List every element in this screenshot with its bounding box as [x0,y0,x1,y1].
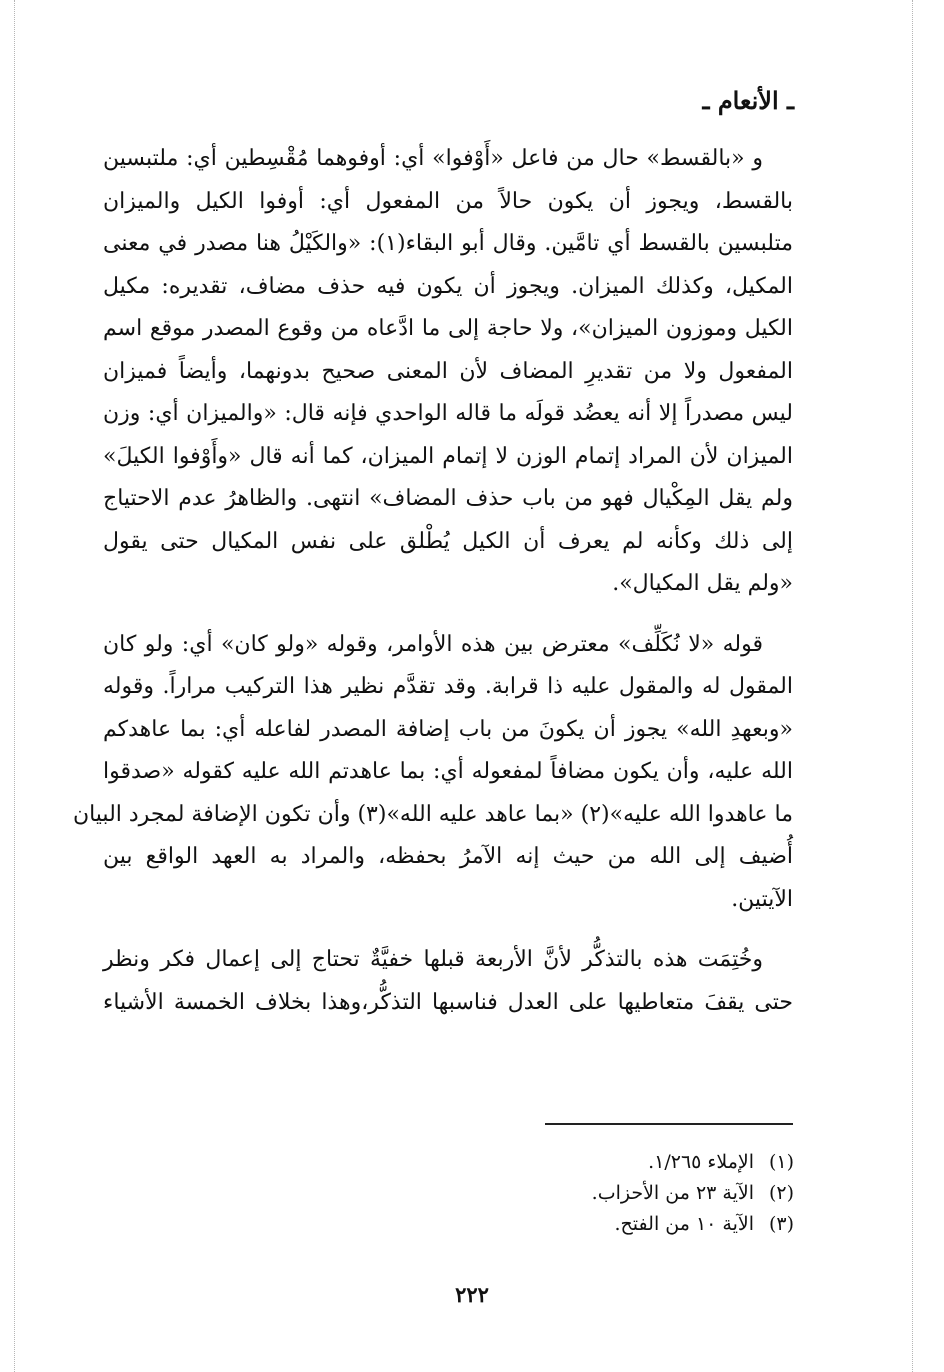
footnote-number: (١) [768,1151,794,1173]
text-line: متلبسين بالقسط أي تامَّين. وقال أبو البقاء(١): «والكَيْلُ هنا مصدر في معنى [103,231,793,256]
text-line: بالقسط، ويجوز أن يكون حالاً من المفعول أي: أوفوا الكيل والميزان [103,188,793,214]
text-line: حتى يقفَ متعاطيها على العدل فناسبها التذكُّر،وهذا بخلاف الخمسة الأشياء [103,989,793,1015]
footnote-number: (٢) [768,1182,794,1204]
page-number: ٢٢٢ [455,1282,489,1307]
text-line: الكيل وموزون الميزان»، ولا حاجة إلى ما ادَّعاه من وقوع المصدر موقع اسم [103,316,793,341]
text-line: ما عاهدوا الله عليه»(٢) «بما عاهد عليه الله»(٣) وأن تكون الإضافة لمجرد البيان [72,801,793,827]
footnotes [394,1147,794,1240]
running-header: ـ الأنعام ـ [702,86,794,115]
footnote-text: الآية ٢٣ من الأحزاب. [591,1182,754,1204]
text-line: الآيتين. [731,886,793,912]
text-line: أُضيف إلى الله من حيث إنه الآمرُ بحفظه، والمراد به العهد الواقع بين [103,844,793,869]
footnote-text: الآية ١٠ من الفتح. [614,1213,754,1235]
text-line: ليس مصدراً إلا أنه يعضُد قولَه ما قاله الواحدي فإنه قال: «والميزان أي: وزن [103,401,793,426]
footnote-item [394,1147,794,1178]
main-text [72,138,793,1024]
footnote-text: الإملاء ١/٢٦٥. [648,1151,754,1173]
paragraph-gap [103,921,793,939]
text-line: «ولم يقل المكيال». [612,571,793,596]
footnote-number: (٣) [768,1213,794,1235]
text-line: الله عليه، وأن يكون مضافاً لمفعوله أي: بما عاهدتم الله عليه كقوله «صدقوا [103,759,793,784]
text-line: ولم يقل المِكْيال فهو من باب حذف المضاف» انتهى. والظاهرُ عدم الاحتياج [103,486,793,511]
text-line: و «بالقسط» حال من فاعل «أَوْفوا» أي: أوفوهما مُقْسِطين أي: ملتبسين [103,146,763,171]
footnote-separator [545,1123,793,1125]
text-line: إلى ذلك وكأنه لم يعرف أن الكيل يُطْلق على نفس المكيال حتى يقول [103,528,793,554]
text-line: وخُتِمَت هذه بالتذكُّر لأنَّ الأربعة قبلها خفيَّةٌ تحتاج إلى إعمال فكر ونظر [103,947,763,972]
right-margin-dots [912,0,913,1372]
left-margin-dots [14,0,15,1372]
text-line: «وبعهدِ الله» يجوز أن يكونَ من باب إضافة المصدر لفاعله أي: بما عاهدكم [103,716,793,742]
footnote-item [394,1209,794,1240]
text-line: قوله «لا نُكَلِّف» معترض بين هذه الأوامر، وقوله «ولو كان» أي: ولو كان [103,631,763,657]
footnote-item [394,1178,794,1209]
text-line: المكيل، وكذلك الميزان. ويجوز أن يكون فيه حذف مضاف، تقديره: مكيل [103,273,793,299]
text-line: المقول له والمقول عليه ذا قرابة. وقد تقدَّم نظير هذا التركيب مراراً. وقوله [103,674,793,699]
paragraph-gap [103,606,793,624]
text-line: المفعول ولا من تقديرِ المضاف لأن المعنى صحيح بدونهما، وأيضاً فميزان [103,358,793,384]
text-line: الميزان لأن المراد إتمام الوزن لا إتمام الميزان، كما أنه قال «وأَوْفوا الكيلَ» [103,443,793,469]
